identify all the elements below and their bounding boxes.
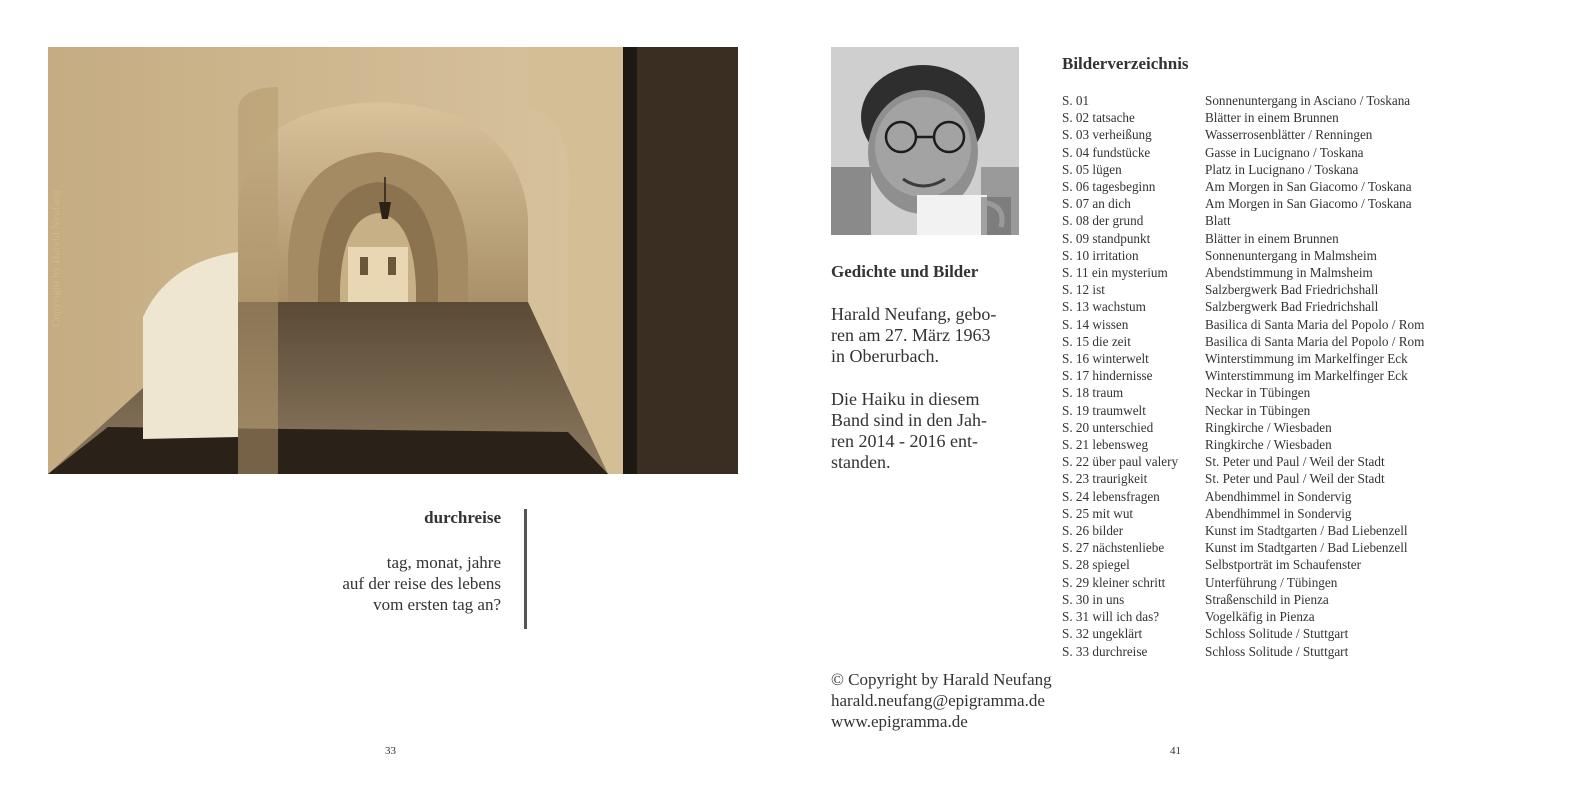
index-row — [1062, 178, 1482, 195]
index-row — [1062, 264, 1482, 281]
index-caption: Blatt — [1205, 213, 1231, 229]
copyright-block — [831, 669, 1052, 732]
index-page: S. 21 lebensweg — [1062, 437, 1149, 453]
index-caption: Vogelkäfig in Pienza — [1205, 609, 1315, 625]
index-row — [1062, 230, 1482, 247]
index-page: S. 33 durchreise — [1062, 643, 1148, 659]
index-row — [1062, 333, 1482, 350]
index-page: S. 17 hindernisse — [1062, 368, 1153, 384]
index-page: S. 18 traum — [1062, 385, 1124, 401]
index-caption: St. Peter und Paul / Weil der Stadt — [1205, 471, 1385, 487]
index-row — [1062, 109, 1482, 126]
poem — [300, 508, 501, 615]
index-caption: Kunst im Stadtgarten / Bad Liebenzell — [1205, 540, 1408, 556]
index-row — [1062, 281, 1482, 298]
author-website: www.epigramma.de — [831, 712, 968, 731]
index-page: S. 10 irritation — [1062, 247, 1139, 263]
index-page: S. 16 winterwelt — [1062, 351, 1149, 367]
index-row — [1062, 470, 1482, 487]
poem-title: durchreise — [424, 508, 501, 527]
index-row — [1062, 522, 1482, 539]
arcade-photo — [48, 47, 738, 474]
index-caption: Blätter in einem Brunnen — [1205, 110, 1339, 126]
index-caption: Am Morgen in San Giacomo / Toskana — [1205, 179, 1412, 195]
index-page: S. 09 standpunkt — [1062, 230, 1151, 246]
index-row — [1062, 625, 1482, 642]
index-row — [1062, 367, 1482, 384]
index-page: S. 20 unterschied — [1062, 419, 1154, 435]
index-row — [1062, 574, 1482, 591]
index-row — [1062, 556, 1482, 573]
index-caption: Schloss Solitude / Stuttgart — [1205, 643, 1349, 659]
index-row — [1062, 402, 1482, 419]
bio-line: ren am 27. März 1963 — [831, 325, 991, 345]
index-row — [1062, 539, 1482, 556]
index-caption: Unterführung / Tübingen — [1205, 574, 1338, 590]
index-caption: Kunst im Stadtgarten / Bad Liebenzell — [1205, 523, 1408, 539]
index-page: S. 13 wachstum — [1062, 299, 1146, 315]
index-caption: Abendhimmel in Sondervig — [1205, 505, 1352, 521]
index-caption: Gasse in Lucignano / Toskana — [1205, 144, 1364, 160]
index-caption: Wasserrosenblätter / Renningen — [1205, 127, 1373, 143]
copyright-notice: © Copyright by Harald Neufang — [831, 670, 1052, 689]
author-bio — [831, 262, 1016, 473]
index-page: S. 32 ungeklärt — [1062, 626, 1143, 642]
index-caption: Abendhimmel in Sondervig — [1205, 488, 1352, 504]
index-page: S. 03 verheißung — [1062, 127, 1152, 143]
bio-line: Die Haiku in diesem — [831, 389, 980, 409]
index-row — [1062, 608, 1482, 625]
index-row — [1062, 453, 1482, 470]
picture-index — [1062, 54, 1482, 660]
bio-line: Harald Neufang, gebo- — [831, 304, 997, 324]
author-portrait — [831, 47, 1019, 235]
index-row — [1062, 643, 1482, 660]
index-row — [1062, 144, 1482, 161]
index-caption: Am Morgen in San Giacomo / Toskana — [1205, 196, 1412, 212]
bio-line: standen. — [831, 452, 891, 472]
index-page: S. 28 spiegel — [1062, 557, 1130, 573]
index-page: S. 12 ist — [1062, 282, 1105, 298]
bio-paragraph — [831, 389, 1016, 473]
bio-line: ren 2014 - 2016 ent- — [831, 431, 978, 451]
index-row — [1062, 161, 1482, 178]
index-caption: St. Peter und Paul / Weil der Stadt — [1205, 454, 1385, 470]
index-row — [1062, 591, 1482, 608]
index-caption: Platz in Lucignano / Toskana — [1205, 161, 1359, 177]
index-row — [1062, 419, 1482, 436]
bio-heading: Gedichte und Bilder — [831, 262, 979, 281]
index-row — [1062, 384, 1482, 401]
index-caption: Abendstimmung in Malmsheim — [1205, 265, 1373, 281]
index-caption: Basilica di Santa Maria del Popolo / Rom — [1205, 316, 1425, 332]
index-page: S. 19 traumwelt — [1062, 402, 1146, 418]
page-number-left: 33 — [385, 745, 396, 757]
index-page: S. 25 mit wut — [1062, 505, 1134, 521]
index-caption: Sonnenuntergang in Malmsheim — [1205, 247, 1377, 263]
index-page: S. 30 in uns — [1062, 591, 1125, 607]
index-row — [1062, 488, 1482, 505]
poem-lines — [300, 552, 501, 615]
poem-divider — [524, 509, 527, 629]
index-caption: Salzbergwerk Bad Friedrichshall — [1205, 282, 1379, 298]
index-row — [1062, 212, 1482, 229]
index-row — [1062, 316, 1482, 333]
right-page — [794, 0, 1587, 794]
index-caption: Winterstimmung im Markelfinger Eck — [1205, 368, 1408, 384]
index-row — [1062, 505, 1482, 522]
index-page: S. 02 tatsache — [1062, 110, 1135, 126]
index-page: S. 29 kleiner schritt — [1062, 574, 1166, 590]
index-page: S. 08 der grund — [1062, 213, 1144, 229]
index-page: S. 14 wissen — [1062, 316, 1129, 332]
poem-line: vom ersten tag an? — [373, 595, 501, 614]
index-caption: Winterstimmung im Markelfinger Eck — [1205, 351, 1408, 367]
index-caption: Salzbergwerk Bad Friedrichshall — [1205, 299, 1379, 315]
author-email: harald.neufang@epigramma.de — [831, 691, 1045, 710]
index-caption: Selbstporträt im Schaufenster — [1205, 557, 1362, 573]
index-page: S. 26 bilder — [1062, 523, 1124, 539]
photo-credit: Copyright by Harald Neufang — [50, 190, 62, 328]
index-page: S. 11 ein mysterium — [1062, 265, 1168, 281]
index-caption: Blätter in einem Brunnen — [1205, 230, 1339, 246]
index-caption: Neckar in Tübingen — [1205, 402, 1311, 418]
index-page: S. 05 lügen — [1062, 161, 1122, 177]
index-row — [1062, 247, 1482, 264]
index-page: S. 15 die zeit — [1062, 333, 1131, 349]
index-row — [1062, 350, 1482, 367]
poem-line: auf der reise des lebens — [342, 574, 501, 593]
index-caption: Sonnenuntergang in Asciano / Toskana — [1205, 93, 1411, 108]
index-row — [1062, 126, 1482, 143]
index-page: S. 27 nächstenliebe — [1062, 540, 1165, 556]
index-caption: Ringkirche / Wiesbaden — [1205, 437, 1332, 453]
page-number-right: 41 — [1170, 745, 1181, 757]
index-row — [1062, 436, 1482, 453]
index-page: S. 23 traurigkeit — [1062, 471, 1148, 487]
index-row — [1062, 92, 1482, 109]
index-caption: Ringkirche / Wiesbaden — [1205, 419, 1332, 435]
index-caption: Schloss Solitude / Stuttgart — [1205, 626, 1349, 642]
index-caption: Neckar in Tübingen — [1205, 385, 1311, 401]
index-page: S. 31 will ich das? — [1062, 609, 1160, 625]
poem-line: tag, monat, jahre — [386, 553, 501, 572]
index-row — [1062, 298, 1482, 315]
index-title: Bilderverzeichnis — [1062, 54, 1189, 73]
index-page: S. 04 fundstücke — [1062, 144, 1151, 160]
index-row — [1062, 195, 1482, 212]
index-caption: Basilica di Santa Maria del Popolo / Rom — [1205, 333, 1425, 349]
bio-line: Band sind in den Jah- — [831, 410, 987, 430]
index-page: S. 24 lebensfragen — [1062, 488, 1160, 504]
index-caption: Straßenschild in Pienza — [1205, 591, 1329, 607]
left-page — [0, 0, 793, 794]
bio-paragraph — [831, 304, 1016, 367]
index-page: S. 22 über paul valery — [1062, 454, 1179, 470]
bio-line: in Oberurbach. — [831, 346, 939, 366]
index-list — [1062, 92, 1482, 660]
index-page: S. 01 — [1062, 93, 1090, 108]
index-page: S. 06 tagesbeginn — [1062, 179, 1156, 195]
index-page: S. 07 an dich — [1062, 196, 1131, 212]
